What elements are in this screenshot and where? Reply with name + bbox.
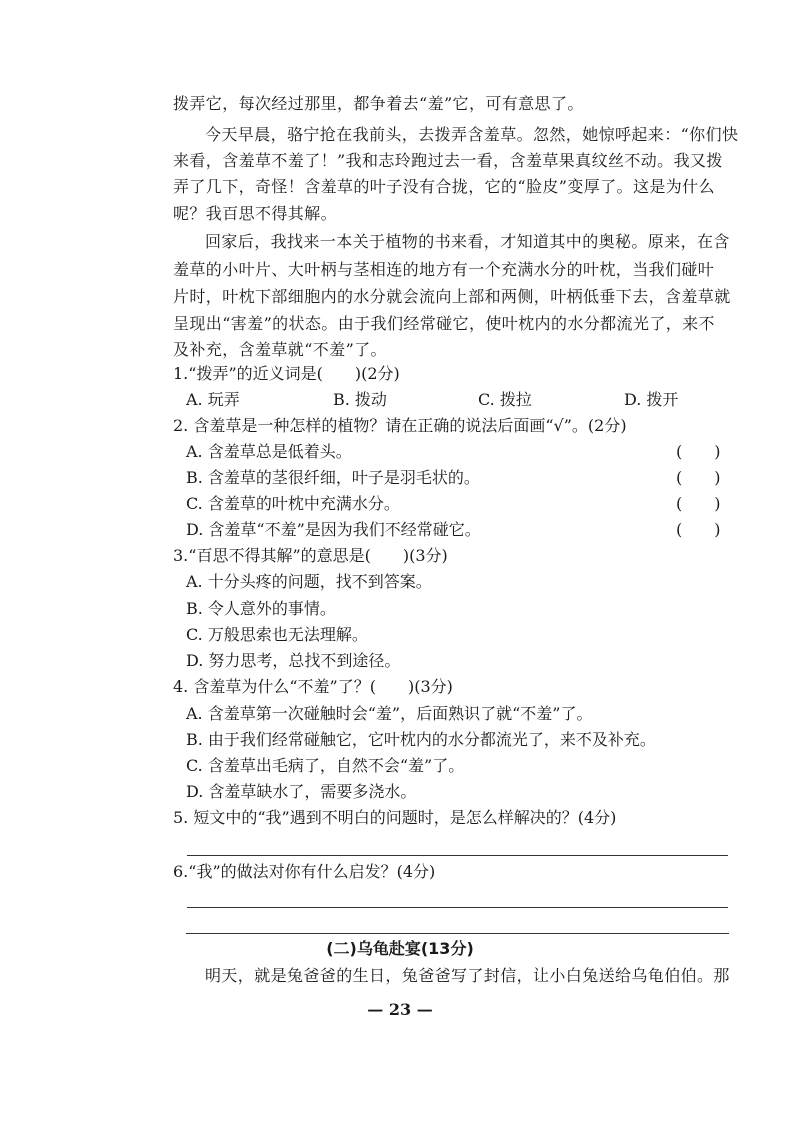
- passage-line: 今天早晨，骆宁抢在我前头，去拨弄含羞草。忽然，她惊呼起来：“你们快: [205, 125, 739, 144]
- question-2-answer-a[interactable]: ( ): [676, 442, 721, 461]
- passage-line: 回家后，我找来一本关于植物的书来看，才知道其中的奥秘。原来，在含: [205, 232, 730, 251]
- question-1-option-c[interactable]: C. 拨拉: [478, 390, 532, 409]
- question-6-stem: 6.“我”的做法对你有什么启发？(4分): [173, 862, 436, 881]
- question-2-option-b: B. 含羞草的茎很纤细，叶子是羽毛状的。: [186, 468, 480, 487]
- question-2-answer-d[interactable]: ( ): [676, 520, 721, 539]
- passage-line: 羞草的小叶片、大叶柄与茎相连的地方有一个充满水分的叶枕，当我们碰叶: [173, 260, 715, 279]
- question-6-answer-line-2[interactable]: [186, 933, 729, 934]
- question-4-stem: 4. 含羞草为什么“不羞”了？( )(3分): [173, 677, 453, 696]
- question-4-option-a[interactable]: A. 含羞草第一次碰触时会“羞”，后面熟识了就“不羞”了。: [186, 704, 593, 723]
- passage-line: 呈现出“害羞”的状态。由于我们经常碰它，使叶枕内的水分都流光了，来不: [173, 314, 715, 333]
- question-4-option-d[interactable]: D. 含羞草缺水了，需要多浇水。: [186, 782, 417, 801]
- question-3-stem: 3.“百思不得其解”的意思是( )(3分): [173, 546, 448, 565]
- question-4-option-b[interactable]: B. 由于我们经常碰触它，它叶枕内的水分都流光了，来不及补充。: [186, 730, 656, 749]
- question-3-option-d[interactable]: D. 努力思考，总找不到途径。: [186, 651, 401, 670]
- question-2-option-c: C. 含羞草的叶枕中充满水分。: [186, 494, 400, 513]
- question-3-option-b[interactable]: B. 令人意外的事情。: [186, 599, 336, 618]
- question-6-answer-line-1[interactable]: [187, 907, 728, 908]
- question-2-answer-b[interactable]: ( ): [676, 468, 721, 487]
- question-2-answer-c[interactable]: ( ): [676, 494, 721, 513]
- question-1-option-b[interactable]: B. 拨动: [333, 390, 387, 409]
- question-5-stem: 5. 短文中的“我”遇到不明白的问题时，是怎么样解决的？(4分): [173, 808, 617, 827]
- question-4-option-c[interactable]: C. 含羞草出毛病了，自然不会“羞”了。: [186, 756, 465, 775]
- question-5-answer-line[interactable]: [187, 855, 728, 856]
- question-3-option-c[interactable]: C. 万般思索也无法理解。: [186, 625, 368, 644]
- passage-line: 及补充，含羞草就“不羞”了。: [173, 340, 387, 359]
- passage-line: 弄了几下，奇怪！含羞草的叶子没有合拢，它的“脸皮”变厚了。这是为什么: [173, 177, 715, 196]
- question-2-option-a: A. 含羞草总是低着头。: [186, 442, 352, 461]
- question-3-option-a[interactable]: A. 十分头疼的问题，找不到答案。: [186, 572, 432, 591]
- passage-line: 片时，叶枕下部细胞内的水分就会流向上部和两侧，叶柄低垂下去，含羞草就: [173, 287, 731, 306]
- page-number: — 23 —: [367, 1000, 433, 1019]
- question-2-option-d: D. 含羞草“不羞”是因为我们不经常碰它。: [186, 520, 481, 539]
- question-1-option-a[interactable]: A. 玩弄: [186, 390, 240, 409]
- question-2-stem: 2. 含羞草是一种怎样的植物？请在正确的说法后面画“√”。(2分): [173, 416, 627, 435]
- passage-line: 呢？我百思不得其解。: [173, 204, 338, 223]
- question-1-stem: 1.“拨弄”的近义词是( )(2分): [173, 364, 400, 383]
- passage-line: 来看，含羞草不羞了！”我和志玲跑过去一看，含羞草果真纹丝不动。我又拨: [173, 151, 723, 170]
- section-two-title: (二)乌龟赴宴(13分): [326, 939, 474, 958]
- section-two-first-line: 明天，就是兔爸爸的生日，兔爸爸写了封信，让小白兔送给乌龟伯伯。那: [205, 966, 730, 985]
- question-1-option-d[interactable]: D. 拨开: [624, 390, 679, 409]
- passage-line: 拨弄它，每次经过那里，都争着去“羞”它，可有意思了。: [173, 94, 584, 113]
